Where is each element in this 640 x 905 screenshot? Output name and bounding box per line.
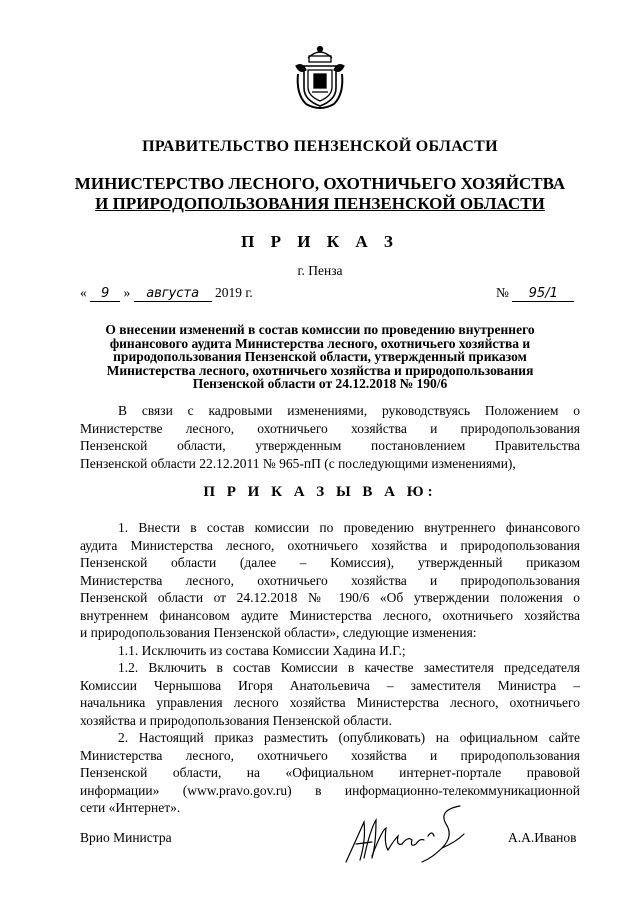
item-1-2-line: Комиссии Чернышова Игоря Анатольевича – заместителя Министра – — [80, 677, 580, 693]
preamble-paragraph — [80, 402, 580, 472]
subject-line: О внесении изменений в состав комиссии по проведению внутреннего — [105, 322, 535, 337]
date-year: 2019 г. — [215, 285, 253, 300]
item-1-line: аудита Министерства лесного, охотничьего хозяйства и природопользования — [80, 537, 580, 553]
handwritten-signature — [342, 800, 472, 880]
order-city: г. Пенза — [297, 263, 343, 278]
number-label: № — [496, 285, 509, 300]
date-month: августа — [134, 287, 212, 302]
ministry-name-line1: МИНИСТЕРСТВО ЛЕСНОГО, ОХОТНИЧЬЕГО ХОЗЯЙСТВА — [74, 174, 566, 193]
ministry-name — [0, 174, 640, 214]
preamble-line: Пензенской области 22.12.2011 № 965-пП (с последующими изменениями), — [80, 455, 516, 471]
date-close-quote: » — [123, 285, 131, 300]
item-1-2-line: хозяйства и природопользования Пензенской области. — [80, 712, 392, 728]
order-date — [80, 285, 253, 302]
date-day: 9 — [90, 287, 120, 302]
order-title: П Р И К А З — [241, 232, 399, 251]
date-open-quote: « — [80, 285, 87, 300]
item-2-line: информации» (www.pravo.gov.ru) в информационно-телекоммуникационной — [80, 782, 580, 798]
subject-line: финансового аудита Министерства лесного, охотничьего хозяйства и — [109, 335, 531, 351]
preamble-line: В связи с кадровыми изменениями, руководствуясь Положением о — [118, 403, 580, 418]
item-1-2-line: начальника управления лесного хозяйства Министерства лесного, охотничьего — [80, 695, 580, 710]
item-1-line: внутреннем финансовом аудите Министерства лесного, охотничьего хозяйства — [80, 607, 580, 623]
item-2-line: Министерства лесного, охотничьего хозяйства и природопользования — [80, 747, 580, 763]
item-2-line: 2. Настоящий приказ разместить (опубликовать) на официальном сайте — [118, 730, 580, 745]
preamble-line: Министерстве лесного, охотничьего хозяйства и природопользования — [80, 420, 580, 436]
item-1-line: Министерства лесного, охотничьего хозяйства и природопользования — [80, 572, 580, 588]
ministry-name-line2: И ПРИРОДОПОЛЬЗОВАНИЯ ПЕНЗЕНСКОЙ ОБЛАСТИ — [95, 194, 545, 213]
item-1-paragraph — [80, 519, 580, 817]
signer-position: Врио Министра — [80, 830, 172, 845]
item-1-line: Пензенской области от 24.12.2018 № 190/6 «Об утверждении положения о — [80, 590, 580, 605]
subject-line: Пензенской области от 24.12.2018 № 190/6 — [192, 376, 448, 391]
subject-line: Министерства лесного, охотничьего хозяйства и природопользования — [106, 362, 534, 378]
subject-line: природопользования Пензенской области, утвержденный приказом — [113, 349, 527, 364]
government-name: ПРАВИТЕЛЬСТВО ПЕНЗЕНСКОЙ ОБЛАСТИ — [142, 138, 498, 155]
preamble-line: Пензенской области, утвержденным постановлением Правительства — [80, 438, 580, 453]
order-subject — [60, 323, 580, 391]
item-1-1-line: 1.1. Исключить из состава Комиссии Хадина И.Г.; — [118, 642, 406, 658]
item-2-line: сети «Интернет». — [80, 800, 181, 815]
number-value: 95/1 — [512, 287, 574, 302]
item-1-line: Пензенской области (далее – Комиссия), утвержденный приказом — [80, 555, 580, 570]
item-1-2-line: 1.2. Включить в состав Комиссии в качестве заместителя председателя — [118, 660, 580, 675]
prikazyvayu-heading: П Р И К А З Ы В А Ю: — [203, 484, 437, 500]
item-1-line: 1. Внести в состав комиссии по проведению внутреннего финансового — [118, 520, 580, 535]
order-number — [496, 285, 574, 302]
coat-of-arms-emblem — [292, 44, 348, 112]
item-1-line: и природопользования Пензенской области», следующие изменения: — [80, 625, 477, 640]
item-2-line: Пензенской области, на «Официальном интернет-портале правовой — [80, 765, 580, 780]
signer-name: А.А.Иванов — [508, 830, 577, 845]
